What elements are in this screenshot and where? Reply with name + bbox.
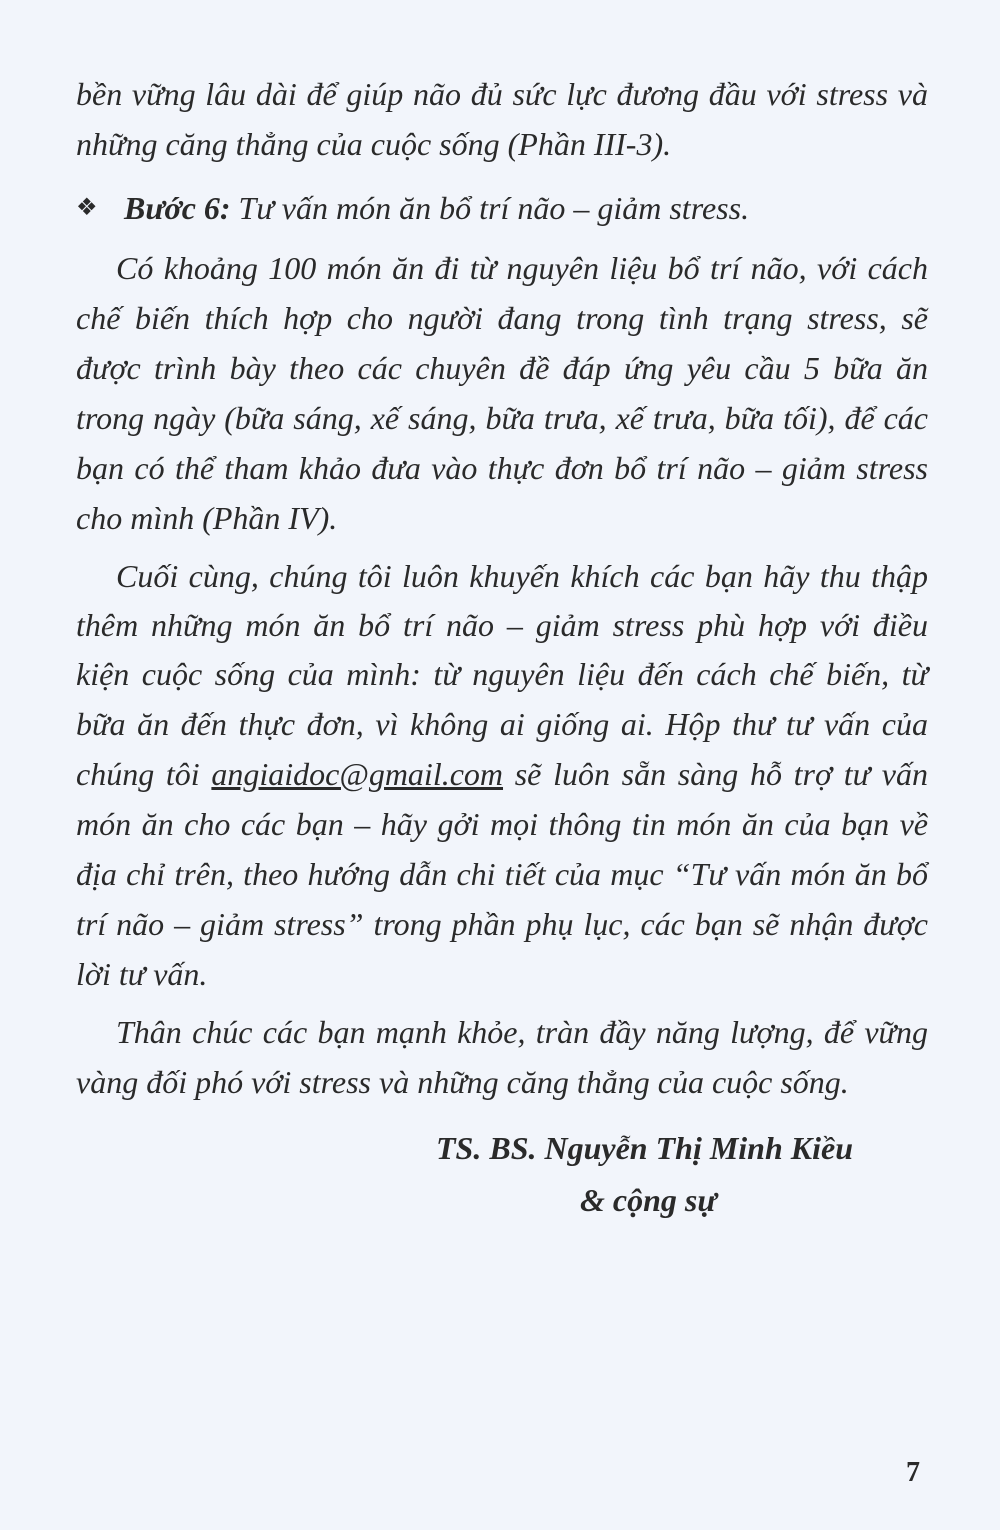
body-text-line: bền vững lâu dài để giúp não đủ sức lực đương đầu với stress và — [76, 76, 928, 112]
body-text-line: thêm những món ăn bổ trí não – giảm stress phù hợp với điều — [76, 607, 928, 643]
body-text-line: lời tư vấn. — [76, 956, 208, 992]
body-text-line: Cuối cùng, chúng tôi luôn khuyến khích các bạn hãy thu thập — [116, 558, 928, 594]
body-text-line: trong ngày (bữa sáng, xế sáng, bữa trưa, xế trưa, bữa tối), để các — [76, 400, 928, 436]
body-text-line: Thân chúc các bạn mạnh khỏe, tràn đầy năng lượng, để vững — [116, 1014, 928, 1050]
page-number: 7 — [906, 1457, 920, 1488]
body-text-line: Có khoảng 100 món ăn đi từ nguyên liệu bổ trí não, với cách — [116, 250, 928, 286]
body-text-line: những căng thẳng của cuộc sống (Phần III-3). — [76, 126, 672, 162]
body-text-line: địa chỉ trên, theo hướng dẫn chi tiết của mục “Tư vấn món ăn bổ — [76, 856, 928, 892]
body-text-line-with-email — [76, 754, 928, 794]
step-label: Bước 6: — [124, 190, 231, 226]
body-text-line: bạn có thể tham khảo đưa vào thực đơn bổ trí não – giảm stress — [76, 450, 928, 486]
body-text-line: trí não – giảm stress” trong phần phụ lục, các bạn sẽ nhận được — [76, 906, 928, 942]
body-text-line: vàng đối phó với stress và những căng thẳng của cuộc sống. — [76, 1064, 849, 1100]
step-heading — [124, 188, 749, 228]
step-title: Tư vấn món ăn bổ trí não – giảm stress. — [230, 190, 750, 226]
body-text-line: cho mình (Phần IV). — [76, 500, 338, 536]
text-segment: chúng tôi — [76, 756, 212, 792]
body-text-line: kiện cuộc sống của mình: từ nguyên liệu đến cách chế biến, từ — [76, 656, 928, 692]
body-text-line: chế biến thích hợp cho người đang trong tình trạng stress, sẽ — [76, 300, 928, 336]
text-segment: sẽ luôn sẵn sàng hỗ trợ tư vấn — [503, 756, 929, 792]
body-text-line: được trình bày theo các chuyên đề đáp ứng yêu cầu 5 bữa ăn — [76, 350, 928, 386]
signature-coauthors: & cộng sự — [580, 1182, 717, 1218]
diamond-bullet-icon: ❖ — [76, 195, 98, 221]
body-text-line: món ăn cho các bạn – hãy gởi mọi thông tin món ăn của bạn về — [76, 806, 928, 842]
body-text-line: bữa ăn đến thực đơn, vì không ai giống ai. Hộp thư tư vấn của — [76, 706, 928, 742]
signature-name: TS. BS. Nguyễn Thị Minh Kiều — [436, 1130, 853, 1166]
email-link[interactable]: angiaidoc@gmail.com — [211, 756, 504, 792]
